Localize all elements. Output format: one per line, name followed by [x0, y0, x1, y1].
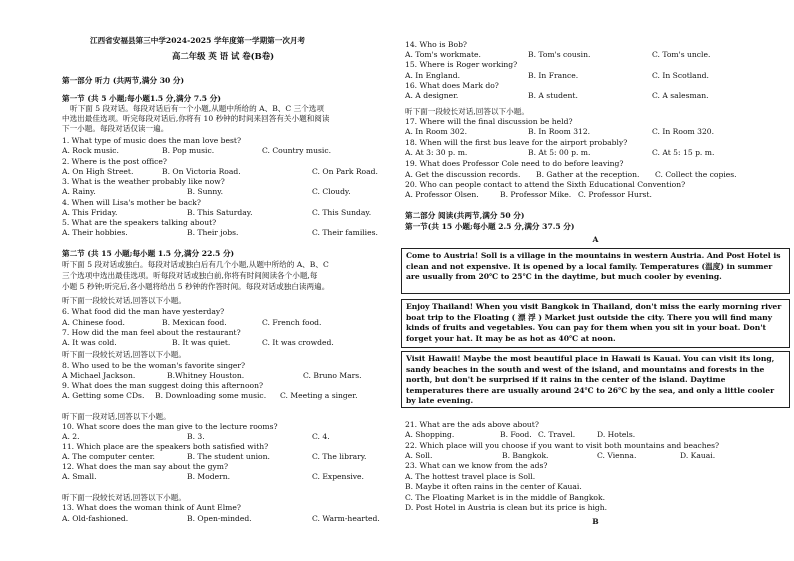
option-d: D. Hotels.	[597, 430, 636, 439]
option-c: C. Bruno Mars.	[303, 371, 362, 380]
option-b: B. A student.	[528, 91, 578, 100]
option-c: C. It was crowded.	[262, 338, 334, 347]
option-c: C. Vienna.	[597, 451, 637, 460]
option-b: B. This Saturday.	[187, 208, 253, 217]
question-text: 9. What does the man suggest doing this afternoon?	[62, 381, 264, 390]
option-a: A. Old-fashioned.	[62, 514, 129, 523]
question-text: 16. What does Mark do?	[405, 81, 499, 90]
option-a: A. At 3: 30 p. m.	[405, 148, 468, 157]
option-a: A. 2.	[62, 432, 80, 441]
part1-title: 第一部分 听力 (共两节,满分 30 分)	[62, 76, 185, 85]
listen-prompt: 听下面一段较长对话,回答以下小题。	[62, 493, 186, 502]
instruction-line: 听下面 5 段对话。每段对话后有一个小题,从题中所给的 A、B、C 三个选项	[70, 104, 324, 113]
exam-title: 高二年级 英 语 试 卷(B卷)	[172, 51, 275, 61]
option-c: C. Their families.	[312, 228, 378, 237]
option-b: B. On Victoria Road.	[162, 167, 241, 176]
question-text: 19. What does Professor Cole need to do before leaving?	[405, 159, 624, 168]
passage-a-label: A	[592, 235, 599, 244]
option-b: B. Mexican food.	[162, 318, 227, 327]
option-a: A. Shopping.	[405, 430, 455, 439]
instruction-line: 下一小题。每段对话仅读一遍。	[62, 124, 169, 133]
option-a: A. A designer.	[405, 91, 459, 100]
option-b: B. Food.	[500, 430, 532, 439]
listen-prompt: 听下面一段较长对话,回答以下小题。	[62, 296, 186, 305]
instruction-line: 中选出最佳选项。听完每段对话后,你将有 10 秒钟的时间来回答有关小题和阅读	[62, 114, 330, 123]
option-d: D. Post Hotel in Austria is clean but its price is high.	[405, 503, 608, 512]
question-text: 5. What are the speakers talking about?	[62, 218, 217, 227]
option-c: C. The library.	[312, 452, 367, 461]
option-c: C. In Room 320.	[652, 127, 715, 136]
option-b: B. Professor Mike.	[500, 190, 572, 199]
option-b: B. Bangkok.	[502, 451, 549, 460]
option-c: C. 4.	[312, 432, 330, 441]
question-text: 10. What score does the man give to the lecture rooms?	[62, 422, 278, 431]
instruction-line: 听下面 5 段对话或独白。每段对话或独白后有几个小题,从题中所给的 A、B、C	[62, 260, 329, 269]
question-text: 6. What food did the man have yesterday?	[62, 307, 225, 316]
option-d: D. Kauai.	[680, 451, 716, 460]
option-a: A. Soll.	[405, 451, 433, 460]
option-b: B. Tom's cousin.	[528, 50, 591, 59]
option-c: C. Professor Hurst.	[578, 190, 652, 199]
option-c: C. Cloudy.	[312, 187, 351, 196]
passage-b-label: B	[592, 517, 599, 526]
school-line: 江西省安福县第三中学2024-2025 学年度第一学期第一次月考	[90, 36, 306, 45]
question-text: 22. Which place will you choose if you want to visit both mountains and beaches?	[405, 441, 720, 450]
option-c: C. Expensive.	[312, 472, 364, 481]
option-c: C. On Park Road.	[312, 167, 378, 176]
option-a: A. On High Street.	[62, 167, 134, 176]
option-b: B. Their jobs.	[187, 228, 239, 237]
option-a: A. In England.	[405, 71, 461, 80]
option-c: C. Travel.	[538, 430, 576, 439]
option-b: B. Gather at the reception.	[536, 170, 640, 179]
option-c: C. At 5: 15 p. m.	[652, 148, 715, 157]
part2-title: 第二部分 阅读(共两节,满分 50 分)	[405, 211, 525, 220]
instruction-line: 小题 5 秒钟;听完后,各小题将给出 5 秒钟的作答时间。每段对话或独白读两遍。	[62, 282, 330, 291]
option-b: B.Whitney Houston.	[167, 371, 245, 380]
question-text: 1. What type of music does the man love best?	[62, 136, 242, 145]
option-a: A. Small.	[62, 472, 97, 481]
question-text: 14. Who is Bob?	[405, 40, 467, 49]
option-b: B. In Room 312.	[528, 127, 591, 136]
option-b: B. Sunny.	[187, 187, 223, 196]
option-a: A. Chinese food.	[62, 318, 125, 327]
section2-title: 第二节 (共 15 小题;每小题 1.5 分,满分 22.5 分)	[62, 249, 235, 258]
listen-prompt: 听下面一段较长对话,回答以下小题。	[405, 107, 529, 116]
option-c: C. Tom's uncle.	[652, 50, 711, 59]
option-a: A. It was cold.	[62, 338, 117, 347]
option-b: B. At 5: 00 p. m.	[528, 148, 591, 157]
option-a: A. In Room 302.	[405, 127, 467, 136]
listen-prompt: 听下面一段对话,回答以下小题。	[62, 412, 171, 421]
option-b: B. In France.	[528, 71, 579, 80]
option-a: A. This Friday.	[62, 208, 118, 217]
question-text: 13. What does the woman think of Aunt Elme?	[62, 503, 241, 512]
option-c: C. Country music.	[262, 146, 331, 155]
option-c: C. This Sunday.	[312, 208, 372, 217]
question-text: 15. Where is Roger working?	[405, 60, 518, 69]
section1-title: 第一节 (共 5 小题;每小题1.5 分,满分 7.5 分)	[62, 94, 221, 103]
question-text: 18. When will the first bus leave for the airport probably?	[405, 138, 628, 147]
option-c: C. Collect the copies.	[655, 170, 737, 179]
option-b: B. Downloading some music.	[155, 391, 267, 400]
question-text: 4. When will Lisa's mother be back?	[62, 198, 201, 207]
question-text: 21. What are the ads above about?	[405, 420, 539, 429]
option-c: C. Warm-hearted.	[312, 514, 380, 523]
listen-prompt: 听下面一段较长对话,回答以下小题。	[62, 350, 186, 359]
option-a: A. Getting some CDs.	[62, 391, 145, 400]
option-b: B. It was quiet.	[172, 338, 231, 347]
question-text: 7. How did the man feel about the restaurant?	[62, 328, 241, 337]
option-b: B. Maybe it often rains in the center of Kauai.	[405, 482, 582, 491]
option-a: A. Professor Olsen.	[405, 190, 479, 199]
question-text: 17. Where will the final discussion be held?	[405, 117, 573, 126]
ad-thailand: Enjoy Thailand! When you visit Bangkok in Thailand, don't miss the early morning river boat trip to the Floating ( 漂 浮 ) Market just outside the city. There you will find many kinds of fruits and vegetables. You can pay for them when you sit in your boat. Don't forget your hat. It may be as hot as 40℃ at noon.	[401, 299, 790, 348]
option-a: A. Tom's workmate.	[405, 50, 481, 59]
ad-hawaii: Visit Hawaii! Maybe the most beautiful place in Hawaii is Kauai. You can visit its long, sandy beaches in the south and west of the island, and mountains and forests in the north, but don't be surprised if it rains in the center of the island. Daytime temperatures there are usually around 24℃ to 26℃ by the sea, and only a little cooler by late evening.	[401, 351, 790, 408]
instruction-line: 三个选项中选出最佳选项。听每段对话或独白前,你将有时间阅读各个小题,每	[62, 271, 318, 280]
question-text: 2. Where is the post office?	[62, 157, 167, 166]
option-c: C. The Floating Market is in the middle of Bangkok.	[405, 493, 606, 502]
option-b: B. Open-minded.	[187, 514, 252, 523]
option-c: C. In Scotland.	[652, 71, 709, 80]
part2-section1-title: 第一节(共 15 小题;每小题 2.5 分,满分 37.5 分)	[405, 222, 575, 231]
option-c: C. A salesman.	[652, 91, 709, 100]
option-a: A. Get the discussion records.	[405, 170, 521, 179]
option-a: A. The computer center.	[62, 452, 155, 461]
question-text: 3. What is the weather probably like now?	[62, 177, 225, 186]
question-text: 23. What can we know from the ads?	[405, 461, 548, 470]
option-b: B. Modern.	[187, 472, 231, 481]
question-text: 20. Who can people contact to attend the Sixth Educational Convention?	[405, 180, 686, 189]
option-b: B. The student union.	[187, 452, 270, 461]
option-a: A. Rock music.	[62, 146, 119, 155]
option-a: A. Their hobbies.	[62, 228, 128, 237]
option-b: B. 3.	[187, 432, 205, 441]
option-a: A. Rainy.	[62, 187, 96, 196]
question-text: 12. What does the man say about the gym?	[62, 462, 229, 471]
question-text: 8. Who used to be the woman's favorite singer?	[62, 361, 246, 370]
option-b: B. Pop music.	[162, 146, 215, 155]
option-c: C. Meeting a singer.	[280, 391, 358, 400]
ad-austria: Come to Austria! Soll is a village in the mountains in western Austria. And Post Hotel is clean and not expensive. It is opened by a local family. Temperatures (温度) in summer are usually from 20℃ to 25℃ in the daytime, but much cooler by evening.	[401, 248, 790, 294]
question-text: 11. Which place are the speakers both satisfied with?	[62, 442, 269, 451]
option-a: A Michael Jackson.	[62, 371, 136, 380]
option-a: A. The hottest travel place is Soll.	[405, 472, 536, 481]
option-c: C. French food.	[262, 318, 322, 327]
